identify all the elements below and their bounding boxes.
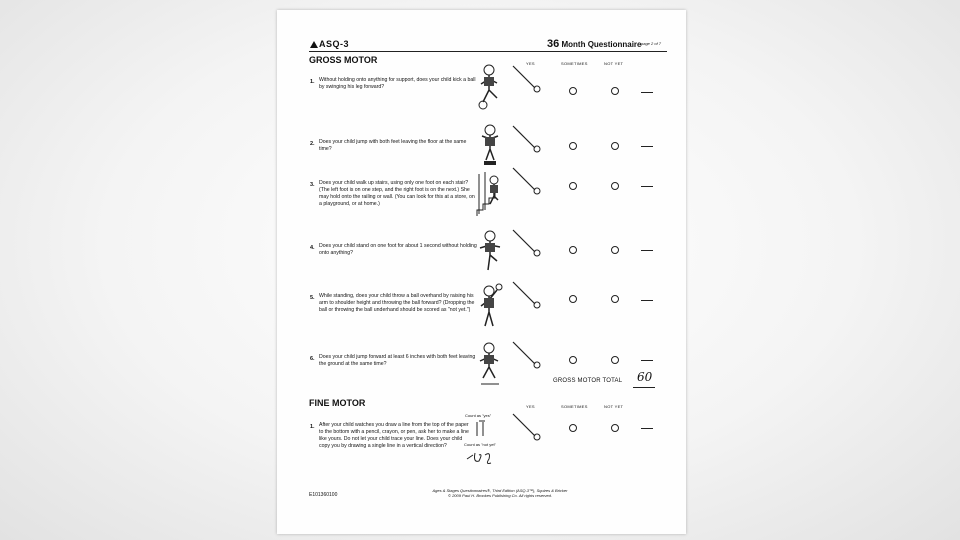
question-number: 3. <box>310 182 315 188</box>
column-header-not-yet: NOT YET <box>604 404 624 409</box>
answer-sometimes-radio[interactable] <box>569 182 577 190</box>
scribble-example-illustration <box>465 449 495 467</box>
gross-motor-total-value[interactable]: 60 <box>637 370 653 384</box>
child-jumping-forward-illustration <box>475 340 505 388</box>
answer-not-yet-radio[interactable] <box>611 142 619 150</box>
child-kicking-ball-illustration <box>475 62 505 110</box>
question-text: Does your child jump forward at least 6 inches with both feet leaving the ground at the same time? <box>319 354 476 367</box>
answer-sometimes-radio[interactable] <box>569 246 577 254</box>
question-number: 5. <box>310 295 315 301</box>
answer-not-yet-radio[interactable] <box>611 295 619 303</box>
question-text: Does your child walk up stairs, using only one foot on each stair? (The left foot is on one step, and the right foot is on the next.) She may hold onto the railing or wall. (You can look for this at a store, on a playground, or at home.) <box>319 180 475 207</box>
question-number: 4. <box>310 245 315 251</box>
question-number: 1. <box>310 424 315 430</box>
questionnaire-title: 36 Month Questionnaire <box>547 38 642 50</box>
answer-not-yet-radio[interactable] <box>611 424 619 432</box>
question-text: While standing, does your child throw a ball overhand by raising his arm to shoulder height and throwing the ball forward? (Dropping the ball or throwing the ball underhand should be scored as "not yet.") <box>319 293 475 313</box>
total-score-line <box>633 387 655 388</box>
checkmark-yes-icon[interactable] <box>511 280 543 312</box>
copyright-line: Ages & Stages Questionnaires®, Third Edition (ASQ-3™), Squires & Bricker <box>432 488 568 493</box>
column-header-sometimes: SOMETIMES <box>561 404 588 409</box>
asq3-logo: ASQ-3 <box>310 39 349 49</box>
column-header-yes: YES <box>526 404 535 409</box>
header-rule <box>309 51 667 52</box>
answer-not-yet-radio[interactable] <box>611 356 619 364</box>
answer-sometimes-radio[interactable] <box>569 87 577 95</box>
column-header-not-yet: NOT YET <box>604 61 624 66</box>
gross-motor-total-label: GROSS MOTOR TOTAL <box>553 378 623 384</box>
count-as-yes-label: Count as "yes" <box>465 413 492 418</box>
question-text: After your child watches you draw a line from the top of the paper to the bottom with a pencil, crayon, or pen, ask her to make a line like yours. Do not let your child trace your line. Does your child copy you by drawing a single line in a vertical direction? <box>319 422 469 449</box>
question-number: 1. <box>310 79 315 85</box>
section-title-gross-motor: GROSS MOTOR <box>309 55 378 65</box>
copyright-notice <box>395 488 605 498</box>
score-blank[interactable] <box>641 250 653 251</box>
answer-not-yet-radio[interactable] <box>611 87 619 95</box>
checkmark-yes-icon[interactable] <box>511 228 543 260</box>
answer-sometimes-radio[interactable] <box>569 142 577 150</box>
score-blank[interactable] <box>641 428 653 429</box>
checkmark-yes-icon[interactable] <box>511 64 543 96</box>
answer-sometimes-radio[interactable] <box>569 356 577 364</box>
child-standing-one-foot-illustration <box>475 228 505 276</box>
child-on-stairs-illustration <box>475 170 505 218</box>
question-number: 2. <box>310 141 315 147</box>
vertical-lines-example-illustration <box>473 420 489 438</box>
answer-not-yet-radio[interactable] <box>611 246 619 254</box>
child-throwing-ball-illustration <box>475 282 505 330</box>
count-as-not-yet-label: Count as "not yet" <box>464 442 496 447</box>
score-blank[interactable] <box>641 300 653 301</box>
page-number: page 2 of 7 <box>641 41 662 46</box>
form-code: E101360100 <box>309 492 338 498</box>
question-text: Without holding onto anything for support, does your child kick a ball by swinging his leg forward? <box>319 77 476 90</box>
score-blank[interactable] <box>641 92 653 93</box>
question-text: Does your child stand on one foot for about 1 second without holding onto anything? <box>319 243 477 256</box>
copyright-line: © 2009 Paul H. Brookes Publishing Co. All rights reserved. <box>448 493 552 498</box>
question-number: 6. <box>310 356 315 362</box>
score-blank[interactable] <box>641 186 653 187</box>
question-text: Does your child jump with both feet leaving the floor at the same time? <box>319 139 467 152</box>
answer-sometimes-radio[interactable] <box>569 424 577 432</box>
checkmark-yes-icon[interactable] <box>511 166 543 198</box>
answer-sometimes-radio[interactable] <box>569 295 577 303</box>
score-blank[interactable] <box>641 360 653 361</box>
child-jumping-illustration <box>475 122 505 170</box>
checkmark-yes-icon[interactable] <box>511 124 543 156</box>
column-header-yes: YES <box>526 61 535 66</box>
logo-triangle-icon <box>310 41 318 48</box>
checkmark-yes-icon[interactable] <box>511 340 543 372</box>
checkmark-yes-icon[interactable] <box>511 412 543 444</box>
section-title-fine-motor: FINE MOTOR <box>309 398 366 408</box>
answer-not-yet-radio[interactable] <box>611 182 619 190</box>
column-header-sometimes: SOMETIMES <box>561 61 588 66</box>
questionnaire-page <box>277 10 686 534</box>
score-blank[interactable] <box>641 146 653 147</box>
